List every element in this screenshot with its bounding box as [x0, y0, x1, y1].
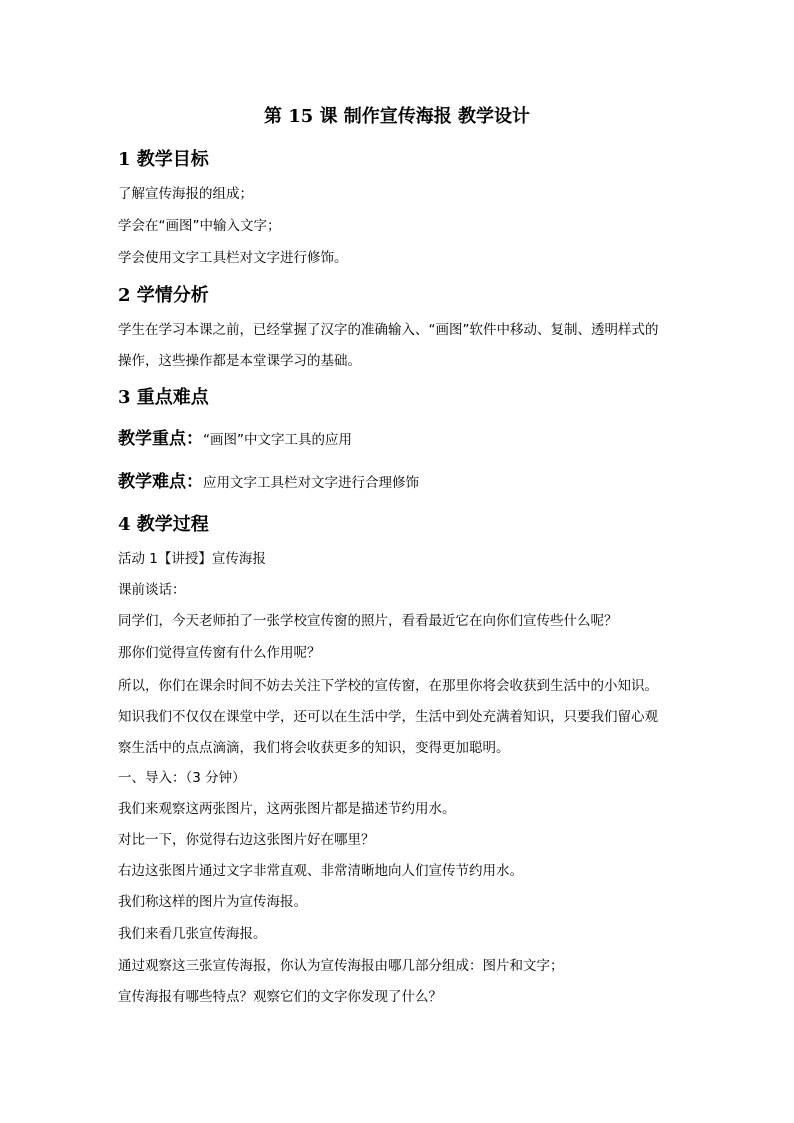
process-line: 课前谈话： [118, 582, 186, 598]
analysis-line: 学生在学习本课之前，已经掌握了汉字的准确输入、“画图”软件中移动、复制、透明样式的 [118, 322, 659, 338]
document-title: 第 15 课 制作宣传海报 教学设计 [263, 106, 531, 127]
teaching-difficulty-text: 应用文字工具栏对文字进行合理修饰 [203, 475, 419, 491]
process-line: 我们来看几张宣传海报。 [118, 926, 267, 942]
process-line: 同学们，今天老师拍了一张学校宣传窗的照片，看看最近它在向你们宣传些什么呢？ [118, 613, 618, 629]
process-line: 宣传海报有哪些特点？观察它们的文字你发现了什么？ [118, 989, 442, 1005]
process-line: 察生活中的点点滴滴，我们将会收获更多的知识，变得更加聪明。 [118, 740, 510, 756]
process-line: 对比一下，你觉得右边这张图片好在哪里？ [118, 832, 375, 848]
teaching-difficulty-label: 教学难点： [118, 472, 203, 492]
process-line: 我们称这样的图片为宣传海报。 [118, 894, 307, 910]
section-heading-goals: 1 教学目标 [118, 149, 209, 170]
teaching-focus-label: 教学重点： [118, 429, 203, 449]
process-line: 所以，你们在课余时间不妨去关注下学校的宣传窗，在那里你将会收获到生活中的小知识。 [118, 678, 658, 694]
teaching-focus-text: “画图”中文字工具的应用 [203, 432, 352, 448]
process-line: 一、导入：（3 分钟） [118, 770, 246, 786]
goal-line: 学会使用文字工具栏对文字进行修饰。 [118, 250, 348, 266]
goal-line: 学会在“画图”中输入文字； [118, 218, 281, 234]
process-line: 知识我们不仅仅在课堂中学，还可以在生活中学，生活中到处充满着知识，只要我们留心观 [118, 709, 658, 725]
section-heading-analysis: 2 学情分析 [118, 285, 209, 306]
process-line: 那你们觉得宣传窗有什么作用呢？ [118, 645, 321, 661]
teaching-difficulty [118, 470, 419, 495]
teaching-focus [118, 427, 352, 452]
goal-line: 了解宣传海报的组成； [118, 186, 253, 202]
section-heading-key-points: 3 重点难点 [118, 387, 209, 408]
process-line: 右边这张图片通过文字非常直观、非常清晰地向人们宣传节约用水。 [118, 863, 523, 879]
process-line: 我们来观察这两张图片，这两张图片都是描述节约用水。 [118, 801, 456, 817]
section-heading-process: 4 教学过程 [118, 514, 209, 535]
process-line: 活动 1【讲授】宣传海报 [118, 551, 266, 567]
analysis-line: 操作，这些操作都是本堂课学习的基础。 [118, 353, 361, 369]
process-line: 通过观察这三张宣传海报，你认为宣传海报由哪几部分组成：图片和文字； [118, 958, 564, 974]
